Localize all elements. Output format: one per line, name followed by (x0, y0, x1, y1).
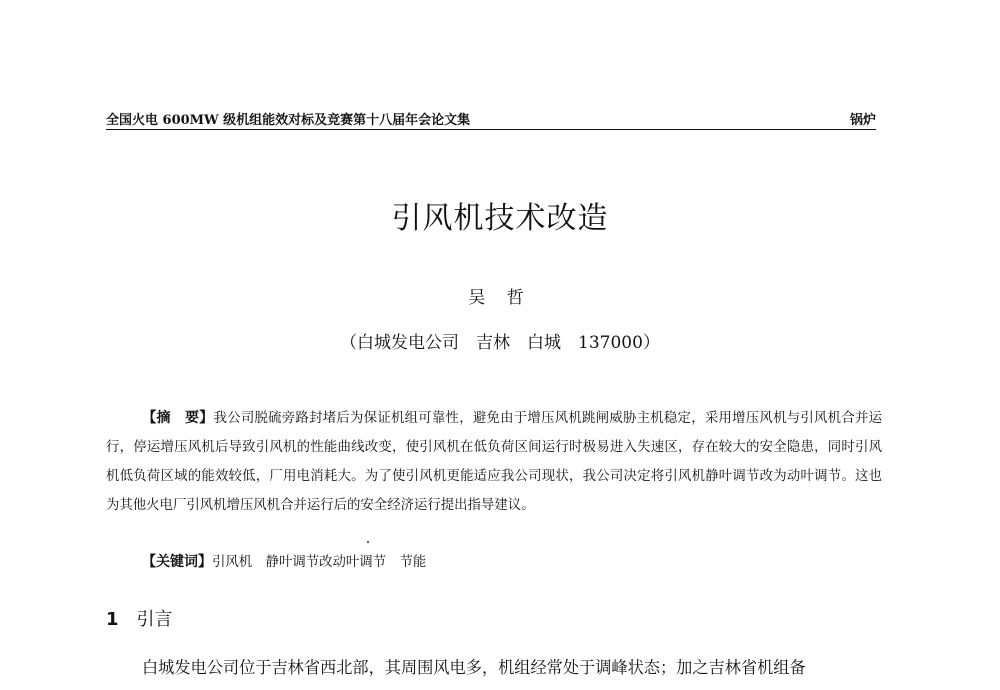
section-heading (106, 605, 173, 631)
paper-title: 引风机技术改造 (391, 201, 609, 236)
abstract-text: 我公司脱硫旁路封堵后为保证机组可靠性，避免由于增压风机跳闸威胁主机稳定，采用增压风机与引风机合并运行，停运增压风机后导致引风机的性能曲线改变，使引风机在低负荷区间运行时极易进入失速区，存在较大的安全隐患，同时引风机低负荷区域的能效较低，厂用电消耗大。为了使引风机更能适应我公司现状，我公司决定将引风机静叶调节改为动叶调节。这也为其他火电厂引风机增压风机合并运行后的安全经济运行提出指导建议。 (106, 411, 883, 513)
proceedings-title: 全国火电 600MW 级机组能效对标及竞赛第十八届年会论文集 (106, 113, 471, 128)
section-title: 引言 (136, 609, 173, 630)
body-paragraph: 白城发电公司位于吉林省西北部，其周围风电多，机组经常处于调峰状态；加之吉林省机组备 (142, 658, 806, 677)
abstract (106, 404, 882, 520)
running-header (106, 107, 876, 130)
section-number: 1 (106, 609, 119, 630)
keywords-label: 【关键词】 (142, 554, 212, 570)
keywords (142, 551, 426, 571)
scan-speck (367, 541, 369, 543)
author-affiliation: （白城发电公司 吉林 白城 137000） (340, 333, 660, 353)
keywords-text: 引风机 静叶调节改动叶调节 节能 (212, 555, 427, 570)
section-category: 锅炉 (849, 113, 876, 128)
author-name: 吴 哲 (468, 288, 532, 308)
abstract-label: 【摘 要】 (142, 410, 214, 426)
